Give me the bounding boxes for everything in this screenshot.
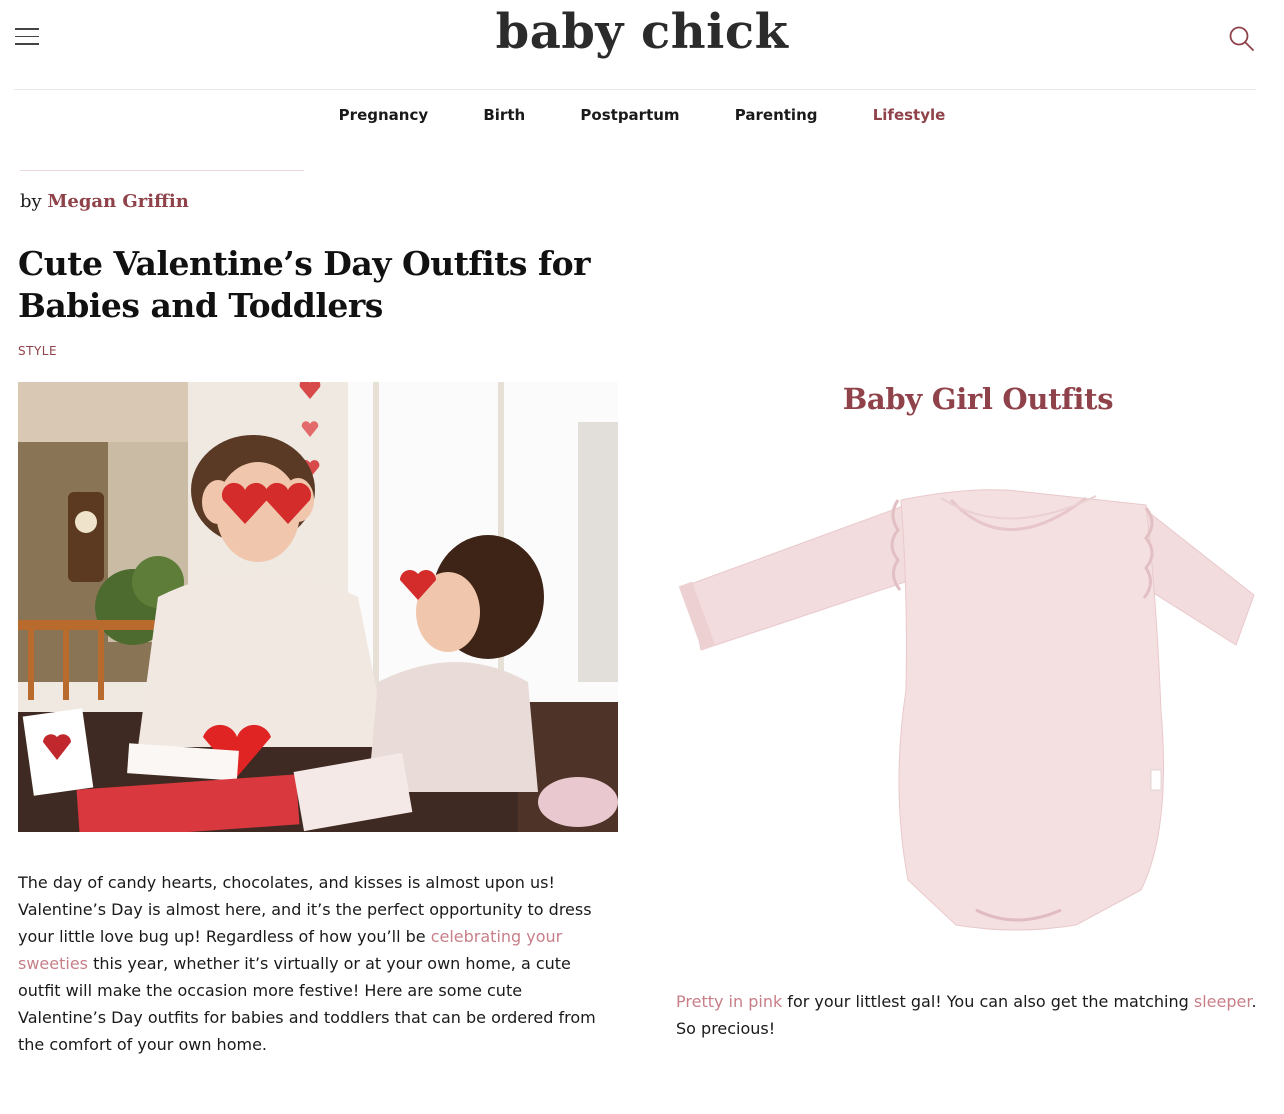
search-icon[interactable] xyxy=(1228,25,1256,53)
site-logo[interactable]: baby chick xyxy=(495,4,789,60)
nav-item-pregnancy[interactable]: Pregnancy xyxy=(338,106,429,124)
nav-item-birth[interactable]: Birth xyxy=(483,106,526,124)
author-link[interactable]: Megan Griffin xyxy=(47,191,189,212)
intro-text-2: this year, whether it’s virtually or at your own home, a cute outfit will make the occasion more festive! Here are some cute Valentine’s Day outfits for babies and toddlers that can be ordered from the comfort of your own home. xyxy=(18,954,596,1054)
byline-prefix: by xyxy=(20,191,42,212)
nav-item-parenting[interactable]: Parenting xyxy=(734,106,818,124)
sleeper-link[interactable]: sleeper xyxy=(1193,992,1252,1011)
main-nav xyxy=(0,106,1284,124)
pretty-in-pink-link[interactable]: Pretty in pink xyxy=(676,992,783,1011)
caption-text-1: for your littlest gal! You can also get the matching xyxy=(782,992,1194,1011)
intro-text-1: The day of candy hearts, chocolates, and kisses is almost upon us! Valentine’s Day is almost here, and it’s the perfect opportunity to dress your little love bug up! Regardless of how you’ll be xyxy=(18,873,592,946)
hero-image xyxy=(18,382,618,832)
section-heading: Baby Girl Outfits xyxy=(842,382,1114,416)
byline xyxy=(20,191,189,212)
site-header xyxy=(0,0,1284,90)
caption-text-2: . So precious! xyxy=(676,992,1257,1038)
article-title: Cute Valentine’s Day Outfits for Babies and Toddlers xyxy=(18,244,591,325)
nav-item-postpartum[interactable]: Postpartum xyxy=(580,106,680,124)
product-caption xyxy=(676,988,1266,1042)
article-intro xyxy=(18,869,608,1058)
nav-item-lifestyle[interactable]: Lifestyle xyxy=(872,106,946,124)
celebrating-link[interactable]: celebrating your sweeties xyxy=(18,927,563,973)
byline-divider xyxy=(20,170,304,171)
header-divider xyxy=(14,89,1256,90)
product-image-onesie[interactable] xyxy=(676,470,1266,950)
category-tag[interactable]: STYLE xyxy=(18,344,58,358)
